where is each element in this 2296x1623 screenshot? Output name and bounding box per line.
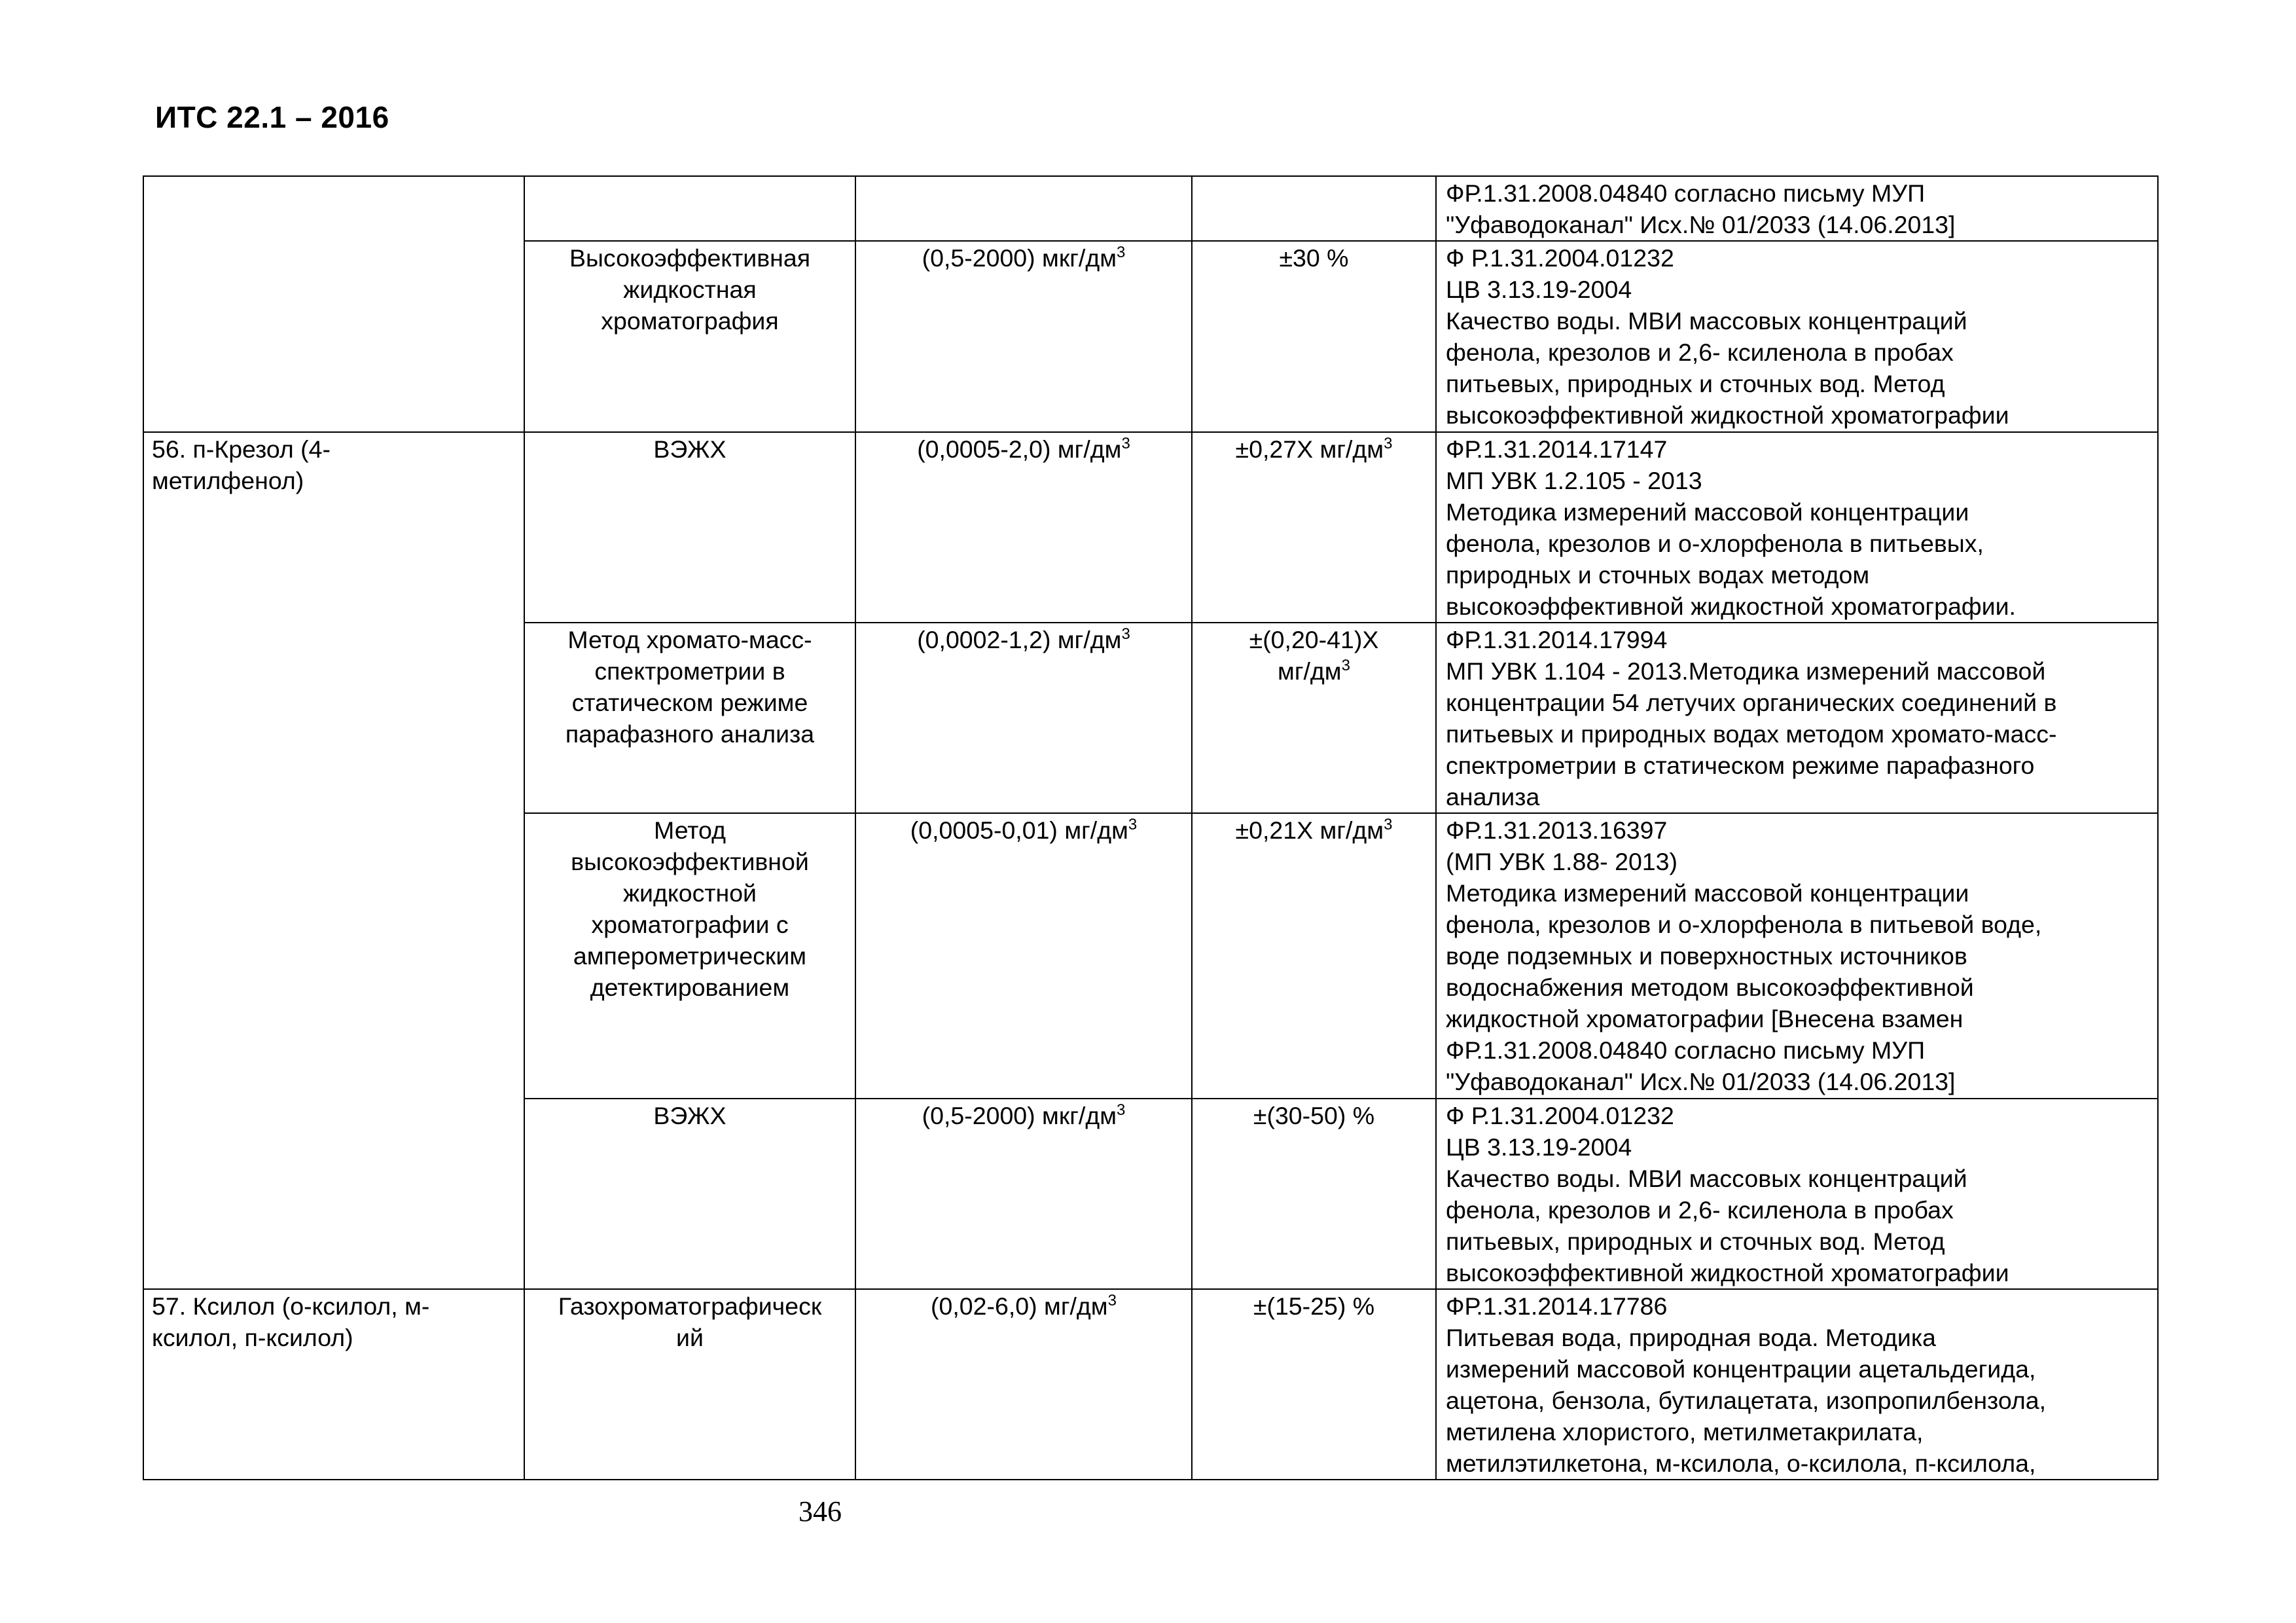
reference-cell: Ф Р.1.31.2004.01232 ЦВ 3.13.19-2004 Качество воды. МВИ массовых концентраций фенола, крезолов и 2,6- ксиленола в пробах питьевых, природных и сточных вод. Метод высокоэффективной жидкостной хроматографии: [1436, 241, 2158, 432]
range-cell: [855, 813, 1192, 1099]
range-value: (0,0005-2,0) мг/дм: [917, 435, 1122, 463]
reference-cell: Ф Р.1.31.2004.01232 ЦВ 3.13.19-2004 Качество воды. МВИ массовых концентраций фенола, крезолов и 2,6- ксиленола в пробах питьевых, природных и сточных вод. Метод высокоэффективной жидкостной хроматографии: [1436, 1099, 2158, 1289]
reference-cell: ФР.1.31.2008.04840 согласно письму МУП "Уфаводоканал" Исх.№ 01/2033 (14.06.2013]: [1436, 176, 2158, 241]
range-value: (0,5-2000) мкг/дм: [922, 244, 1117, 272]
substance-cell: [143, 176, 524, 432]
method-cell: Газохроматографическ ий: [524, 1289, 855, 1480]
range-value: (0,0005-0,01) мг/дм: [910, 816, 1128, 844]
unit-superscript: 3: [1121, 435, 1130, 452]
error-cell: [1192, 813, 1436, 1099]
unit-superscript: 3: [1128, 816, 1138, 833]
unit-superscript: 3: [1117, 1101, 1126, 1119]
unit-superscript: 3: [1384, 816, 1393, 833]
reference-cell: ФР.1.31.2013.16397 (МП УВК 1.88- 2013) Методика измерений массовой концентрации фенола, крезолов и о-хлорфенола в питьевой воде, воде подземных и поверхностных источников водоснабжения методом высокоэффективной жидкостной хроматографии [Внесена взамен ФР.1.31.2008.04840 согласно письму МУП "Уфаводоканал" Исх.№ 01/2033 (14.06.2013]: [1436, 813, 2158, 1099]
method-cell: Метод хромато-масс- спектрометрии в статическом режиме парафазного анализа: [524, 623, 855, 813]
method-cell: Высокоэффективная жидкостная хроматография: [524, 241, 855, 432]
method-cell: ВЭЖХ: [524, 432, 855, 623]
error-cell: [1192, 176, 1436, 241]
range-value: (0,5-2000) мкг/дм: [922, 1102, 1117, 1129]
method-cell: Метод высокоэффективной жидкостной хроматографии с амперометрическим детектированием: [524, 813, 855, 1099]
unit-superscript: 3: [1384, 435, 1393, 452]
range-value: (0,0002-1,2) мг/дм: [917, 626, 1122, 653]
unit-superscript: 3: [1117, 244, 1126, 261]
error-value-line1: ±(0,20-41)X: [1249, 626, 1379, 653]
method-cell: ВЭЖХ: [524, 1099, 855, 1289]
error-cell: [1192, 623, 1436, 813]
reference-cell: ФР.1.31.2014.17994 МП УВК 1.104 - 2013.Методика измерений массовой концентрации 54 летучих органических соединений в питьевых и природных водах методом хромато-масс- спектрометрии в статическом режиме парафазного анализа: [1436, 623, 2158, 813]
table-row: [143, 176, 2158, 241]
unit-superscript: 3: [1121, 625, 1130, 643]
range-cell: [855, 623, 1192, 813]
reference-cell: ФР.1.31.2014.17786 Питьевая вода, природная вода. Методика измерений массовой концентрации ацетальдегида, ацетона, бензола, бутилацетата, изопропилбензола, метилена хлористого, метилметакрилата, метилэтилкетона, м-ксилола, о-ксилола, п-ксилола,: [1436, 1289, 2158, 1480]
range-value: (0,02-6,0) мг/дм: [931, 1292, 1108, 1320]
document-header: ИТС 22.1 – 2016: [155, 100, 389, 134]
range-cell: [855, 1289, 1192, 1480]
error-cell: ±(15-25) %: [1192, 1289, 1436, 1480]
error-unit: мг/дм: [1278, 657, 1342, 685]
reference-cell: ФР.1.31.2014.17147 МП УВК 1.2.105 - 2013 Методика измерений массовой концентрации фенола, крезолов и о-хлорфенола в питьевых, природных и сточных водах методом высокоэффективной жидкостной хроматографии.: [1436, 432, 2158, 623]
error-cell: ±(30-50) %: [1192, 1099, 1436, 1289]
unit-superscript: 3: [1107, 1292, 1117, 1309]
substance-cell: 57. Ксилол (о-ксилол, м- ксилол, п-ксилол): [143, 1289, 524, 1480]
table-row: [143, 1289, 2158, 1480]
range-cell: [855, 432, 1192, 623]
table-row: [143, 432, 2158, 623]
unit-superscript: 3: [1341, 657, 1350, 674]
error-value: ±0,27X мг/дм: [1235, 435, 1384, 463]
error-value: ±0,21X мг/дм: [1235, 816, 1384, 844]
methods-table: [143, 175, 2159, 1480]
range-cell: [855, 241, 1192, 432]
page-number: 346: [798, 1495, 842, 1527]
range-cell: [855, 1099, 1192, 1289]
error-cell: [1192, 432, 1436, 623]
substance-cell: 56. п-Крезол (4- метилфенол): [143, 432, 524, 1289]
error-cell: ±30 %: [1192, 241, 1436, 432]
method-cell: [524, 176, 855, 241]
range-cell: [855, 176, 1192, 241]
